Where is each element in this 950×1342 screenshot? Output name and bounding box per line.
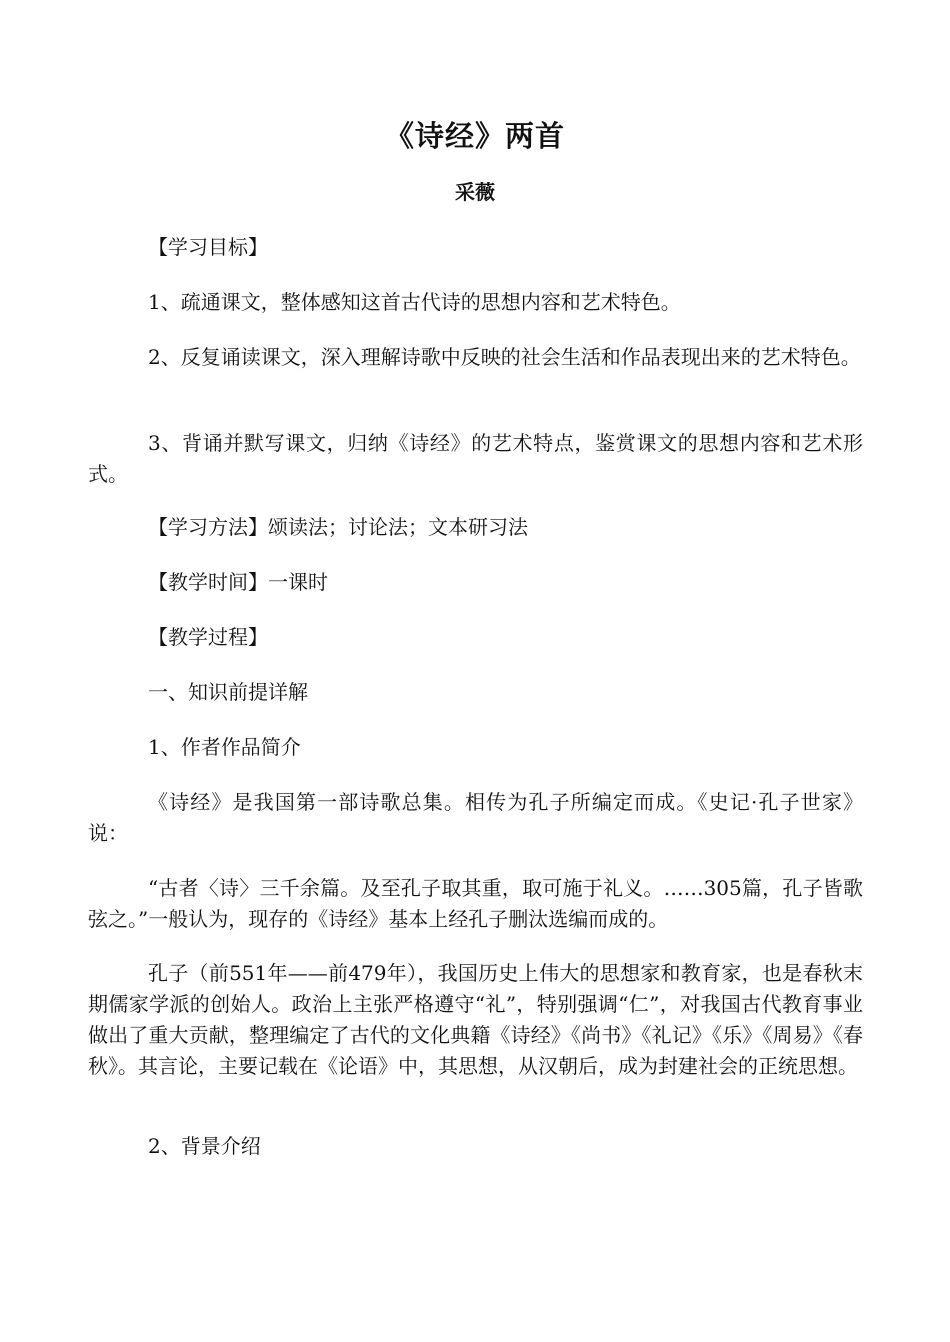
paragraph-confucius: 孔子（前551年——前479年），我国历史上伟大的思想家和教育家，也是春秋末期儒家学派的创始人。政治上主张严格遵守“礼”，特别强调“仁”，对我国古代教育事业做出了重大贡献，整理编定了古代的文化典籍《诗经》《尚书》《礼记》《乐》《周易》《春秋》。其言论，主要记载在《论语》中，其思想，从汉朝后，成为封建社会的正统思想。 <box>88 961 863 1078</box>
paragraph-shiji-quote: “古者〈诗〉三千余篇。及至孔子取其重，取可施于礼义。……305篇，孔子皆歌弦之。”一般认为，现存的《诗经》基本上经孔子删汰选编而成的。 <box>88 876 863 931</box>
paragraph-teaching-time: 【教学时间】一课时 <box>148 570 328 594</box>
paragraph-objective-1: 1、疏通课文，整体感知这首古代诗的思想内容和艺术特色。 <box>148 290 681 314</box>
document-title: 《诗经》两首 <box>384 119 565 153</box>
paragraph-background-heading: 2、背景介绍 <box>148 1134 261 1158</box>
paragraph-methods: 【学习方法】颂读法；讨论法；文本研习法 <box>148 515 528 539</box>
paragraph-shijing-intro: 《诗经》是我国第一部诗歌总集。相传为孔子所编定而成。《史记·孔子世家》说： <box>88 790 863 845</box>
document-subtitle: 采薇 <box>455 180 495 204</box>
section-heading-objectives: 【学习目标】 <box>148 235 268 259</box>
paragraph-author-heading: 1、作者作品简介 <box>148 735 301 759</box>
section-heading-process: 【教学过程】 <box>148 625 268 649</box>
paragraph-objective-3: 3、背诵并默写课文，归纳《诗经》的艺术特点，鉴赏课文的思想内容和艺术形式。 <box>88 431 863 486</box>
paragraph-knowledge-heading: 一、知识前提详解 <box>148 680 308 704</box>
paragraph-objective-2: 2、反复诵读课文，深入理解诗歌中反映的社会生活和作品表现出来的艺术特色。 <box>148 345 861 369</box>
